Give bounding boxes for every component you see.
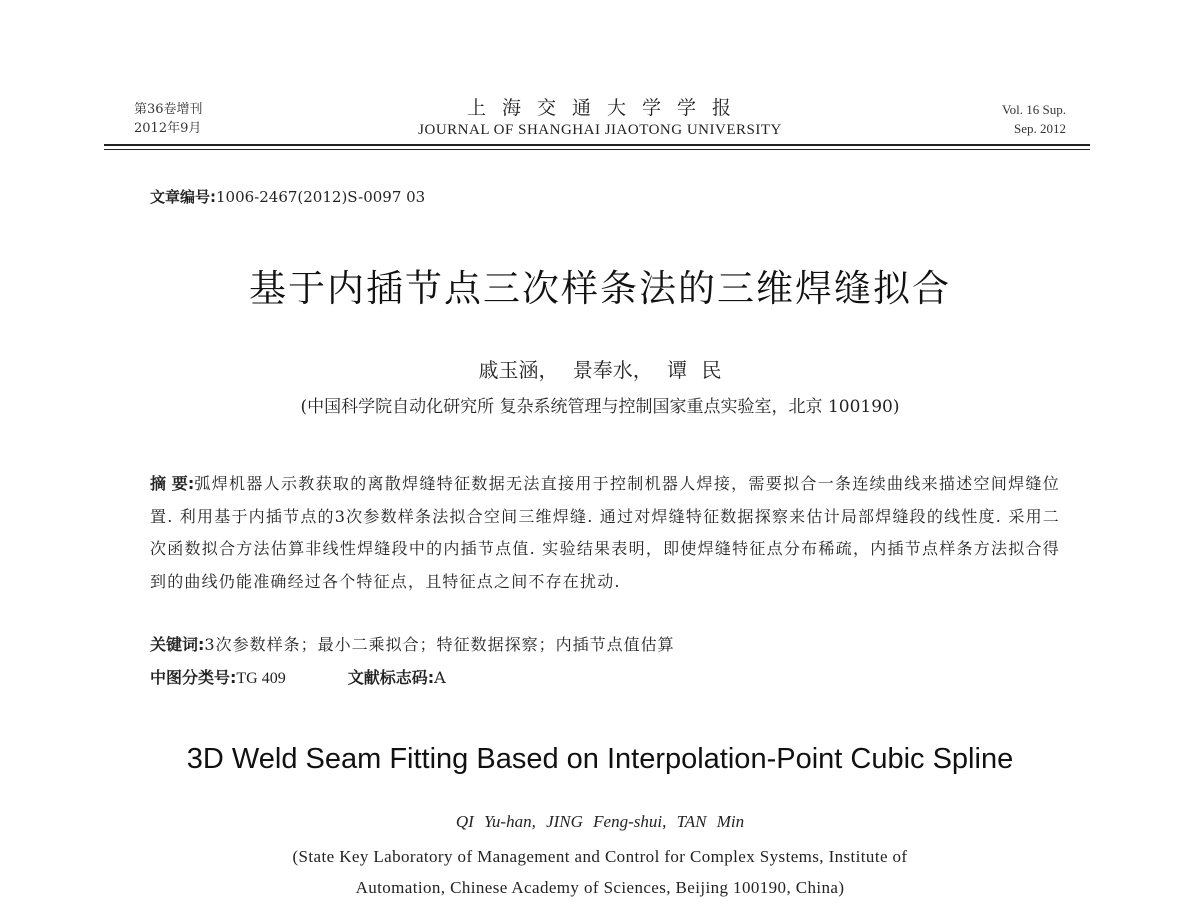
doc-code-value: A xyxy=(434,668,446,687)
article-number-label: 文章编号: xyxy=(150,188,216,206)
volume-issue-en: Vol. 16 Sup. xyxy=(1001,102,1066,117)
abstract-text: 弧焊机器人示教获取的离散焊缝特征数据无法直接用于控制机器人焊接，需要拟合一条连续曲线来描述空间焊缝位置. 利用基于内插节点的3次参数样条法拟合空间三维焊缝. 通过对焊缝特征数据探察来估计局部焊缝段的线性度. 采用二次函数拟合方法估算非线性焊缝段中的内插节点值. 实验结果表明，即使焊缝特征点分布稀疏，内插节点样条方法拟合得到的曲线仍能准确经过各个特征点，且特征点之间不存在扰动. xyxy=(150,474,1060,591)
affiliation-en-line2: Automation, Chinese Academy of Sciences, Beijing 100190, China) xyxy=(355,878,845,897)
keywords xyxy=(150,632,675,655)
paper-title-cn: 基于内插节点三次样条法的三维焊缝拟合 xyxy=(249,267,951,310)
clc-label: 中图分类号: xyxy=(150,668,237,687)
affiliation-cn: (中国科学院自动化研究所 复杂系统管理与控制国家重点实验室，北京 100190) xyxy=(300,397,900,417)
publication-date: 2012年9月 xyxy=(134,121,202,136)
affiliation-en-line1: (State Key Laboratory of Management and Control for Complex Systems, Institute of xyxy=(292,847,908,866)
keywords-text: 3次参数样条；最小二乘拟合；特征数据探察；内插节点值估算 xyxy=(204,635,675,654)
journal-volume-info-en xyxy=(1002,100,1066,138)
journal-name-en: JOURNAL OF SHANGHAI JIAOTONG UNIVERSITY xyxy=(418,122,782,138)
abstract xyxy=(150,468,1060,598)
publication-date-en: Sep. 2012 xyxy=(1014,121,1066,136)
paper-title-en: 3D Weld Seam Fitting Based on Interpolation-Point Cubic Spline xyxy=(186,743,1014,775)
authors-en: QI Yu-han, JING Feng-shui, TAN Min xyxy=(455,812,745,831)
article-number xyxy=(150,186,425,207)
keywords-label: 关键词: xyxy=(150,635,205,654)
doc-code-label: 文献标志码: xyxy=(347,668,435,687)
header-rule-thin xyxy=(104,149,1090,150)
classification-codes xyxy=(150,665,446,688)
authors-cn: 戚玉涵， 景奉水， 谭 民 xyxy=(478,358,722,382)
journal-name-cn: 上海交通大学学报 xyxy=(466,97,747,119)
article-number-value: 1006-2467(2012)S-0097 03 xyxy=(216,188,426,206)
abstract-label: 摘 要: xyxy=(150,474,195,493)
clc-value: TG 409 xyxy=(236,670,286,687)
volume-issue: 第36卷增刊 xyxy=(134,102,203,117)
header-rule-thick xyxy=(104,144,1090,146)
